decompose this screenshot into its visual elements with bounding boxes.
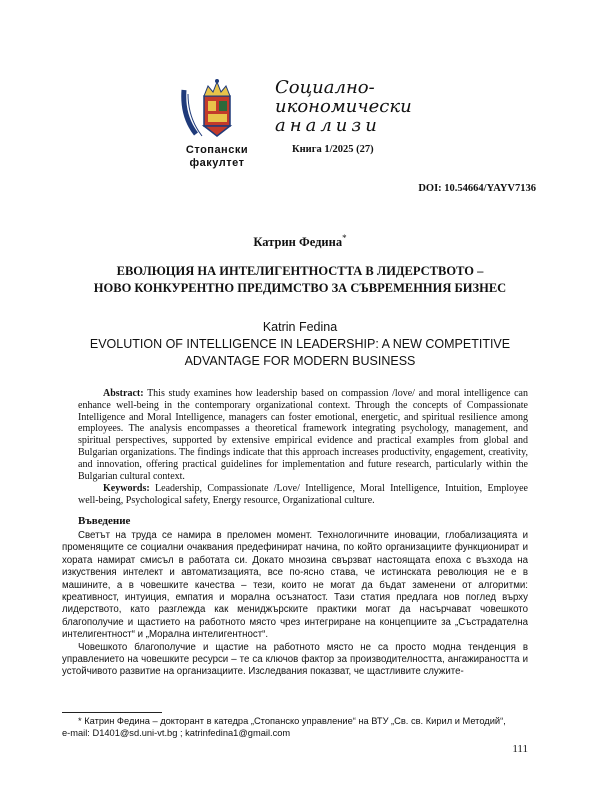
author-bg-name: Катрин Федина xyxy=(253,235,343,250)
footnote xyxy=(62,715,528,739)
keywords-label: Keywords: xyxy=(103,483,150,495)
title-bg-line-1: ЕВОЛЮЦИЯ НА ИНТЕЛИГЕНТНОСТТА В ЛИДЕРСТВОТО – xyxy=(116,264,484,278)
author-en: Katrin Fedina xyxy=(262,320,338,334)
footnote-divider xyxy=(62,712,162,713)
author-bg xyxy=(0,233,600,250)
body-paragraph-1: Светът на труда се намира в преломен момент. Технологичните иновации, глобализацията и променящите се социални очаквания предефинират начина, по който организациите функционират и хората намират смисъл в работата си. Докато мнозина свързват настоящата епоха с възхода на изкуствения интелект и автоматизацията, все по-ясно става, че истинската революция не е в машините, а в човешките качества – тези, които не могат да бъдат заменени от алгоритми: креативност, интуиция, емпатия и морална осъзнатост. Тази статия предлага нов поглед върху лидерството, като разглежда как мениджърските практики могат да насърчават човешкото благополучие и щастието на работното място чрез интегриране на концепциите за „Състрадателна интелигентност“ и „Морална интелигентност“. xyxy=(62,530,528,641)
section-heading-introduction: Въведение xyxy=(78,515,131,527)
journal-title-line-3: анализи xyxy=(275,115,381,136)
faculty-line-1: Стопански xyxy=(185,144,249,156)
journal-title-line-2: икономически xyxy=(275,96,412,117)
body-paragraph-2: Човешкото благополучие и щастие на работното място не са просто модна тенденция в управлението на човешките ресурси – те са ключов фактор за производителността, ангажираността и устойчивото развитие на организациите. Изследвания показват, че щастливите служите- xyxy=(62,641,528,678)
journal-title xyxy=(275,78,412,135)
abstract-paragraph xyxy=(78,388,528,482)
footnote-line-1: * Катрин Федина – докторант в катедра „Стопанско управление“ на ВТУ „Св. св. Кирил и Методий“, xyxy=(78,716,506,726)
faculty-line-2: факултет xyxy=(189,157,245,169)
faculty-name xyxy=(172,144,262,170)
title-en-line-1: EVOLUTION OF INTELLIGENCE IN LEADERSHIP: A NEW COMPETITIVE xyxy=(89,337,511,351)
author-footnote-mark: * xyxy=(342,233,347,243)
abstract xyxy=(78,388,528,507)
page-number: 111 xyxy=(512,743,528,755)
issue-number: Книга 1/2025 (27) xyxy=(292,144,374,155)
title-bg-line-2: НОВО КОНКУРЕНТНО ПРЕДИМСТВО ЗА СЪВРЕМЕННИЯ БИЗНЕС xyxy=(93,281,507,295)
doi: DOI: 10.54664/YAYV7136 xyxy=(418,183,536,194)
article-title-bg xyxy=(60,263,540,297)
abstract-text: This study examines how leadership based on compassion /love/ and moral intelligence can enhance well-being in the contemporary organizational context. Through the concepts of Compassionate Intelligence and Moral Intelligence, managers can foster emotional, energetic, and spiritual resilience among employees. The analysis encompasses a theoretical framework integrating psychology, management, and spiritual perspectives, supported by extensive empirical evidence and practical examples from global and Bulgarian organizations. The findings indicate that this approach increases productivity, engagement, creativity, and innovation, offering practical guidelines for implementation and future research, particularly within the Bulgarian cultural context. xyxy=(78,388,528,482)
title-en-line-2: ADVANTAGE FOR MODERN BUSINESS xyxy=(184,354,416,368)
keywords-text: Leadership, Compassionate /Love/ Intelligence, Moral Intelligence, Intuition, Employee well-being, Psychological safety, Energy resource, Organizational culture. xyxy=(78,483,528,507)
journal-title-line-1: Социално- xyxy=(275,77,375,98)
keywords-paragraph xyxy=(78,483,528,507)
article-title-en xyxy=(60,336,540,370)
university-crest-logo xyxy=(178,76,248,144)
introduction-body xyxy=(62,530,528,679)
footnote-line-2: e-mail: D1401@sd.uni-vt.bg ; katrinfedina1@gmail.com xyxy=(62,728,291,738)
abstract-label: Abstract: xyxy=(103,388,144,399)
